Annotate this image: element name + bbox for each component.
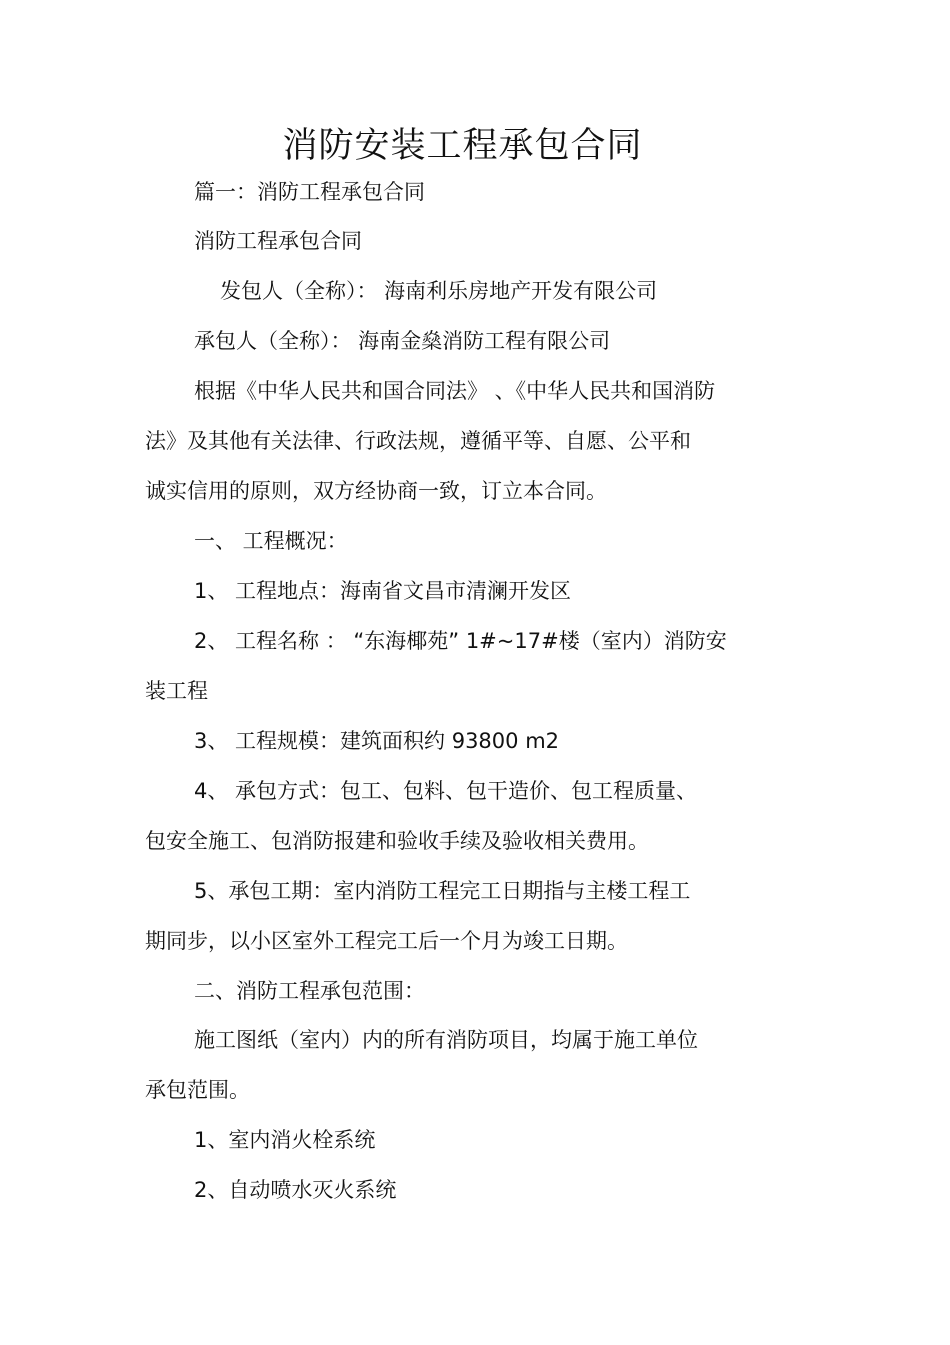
text-line: 篇一：消防工程承包合同	[194, 180, 425, 204]
text-line: 包安全施工、包消防报建和验收手续及验收相关费用。	[145, 829, 649, 853]
text-line: 期同步，以小区室外工程完工后一个月为竣工日期。	[145, 929, 628, 953]
text-line: 诚实信用的原则，双方经协商一致，订立本合同。	[145, 479, 607, 503]
text-line: 3、 工程规模：建筑面积约 93800 m2	[194, 729, 560, 753]
text-line: 消防工程承包合同	[194, 229, 362, 253]
text-line: 施工图纸（室内）内的所有消防项目，均属于施工单位	[194, 1028, 698, 1052]
text-line: 4、 承包方式：包工、包料、包干造价、包工程质量、	[194, 779, 698, 803]
text-line: 一、 工程概况：	[194, 529, 348, 553]
document-title: 消防安装工程承包合同	[282, 126, 643, 166]
text-line: 法》及其他有关法律、行政法规，遵循平等、自愿、公平和	[145, 429, 691, 453]
text-line: 1、 工程地点：海南省文昌市清澜开发区	[194, 579, 572, 603]
text-line: 二、消防工程承包范围：	[194, 979, 425, 1003]
text-line: 5、承包工期：室内消防工程完工日期指与主楼工程工	[194, 879, 691, 903]
text-line: 1、室内消火栓系统	[194, 1128, 376, 1152]
text-line: 2、 工程名称 ： “东海椰苑” 1#~17#楼（室内）消防安	[194, 629, 727, 653]
text-line: 2、自动喷水灭火系统	[194, 1178, 397, 1202]
text-line: 根据《中华人民共和国合同法》 、《中华人民共和国消防	[194, 379, 716, 403]
text-line: 承包人（全称）： 海南金燊消防工程有限公司	[194, 329, 611, 353]
text-line: 发包人（全称）： 海南利乐房地产开发有限公司	[220, 279, 658, 303]
text-line: 承包范围。	[145, 1078, 250, 1102]
text-line: 装工程	[145, 679, 208, 703]
